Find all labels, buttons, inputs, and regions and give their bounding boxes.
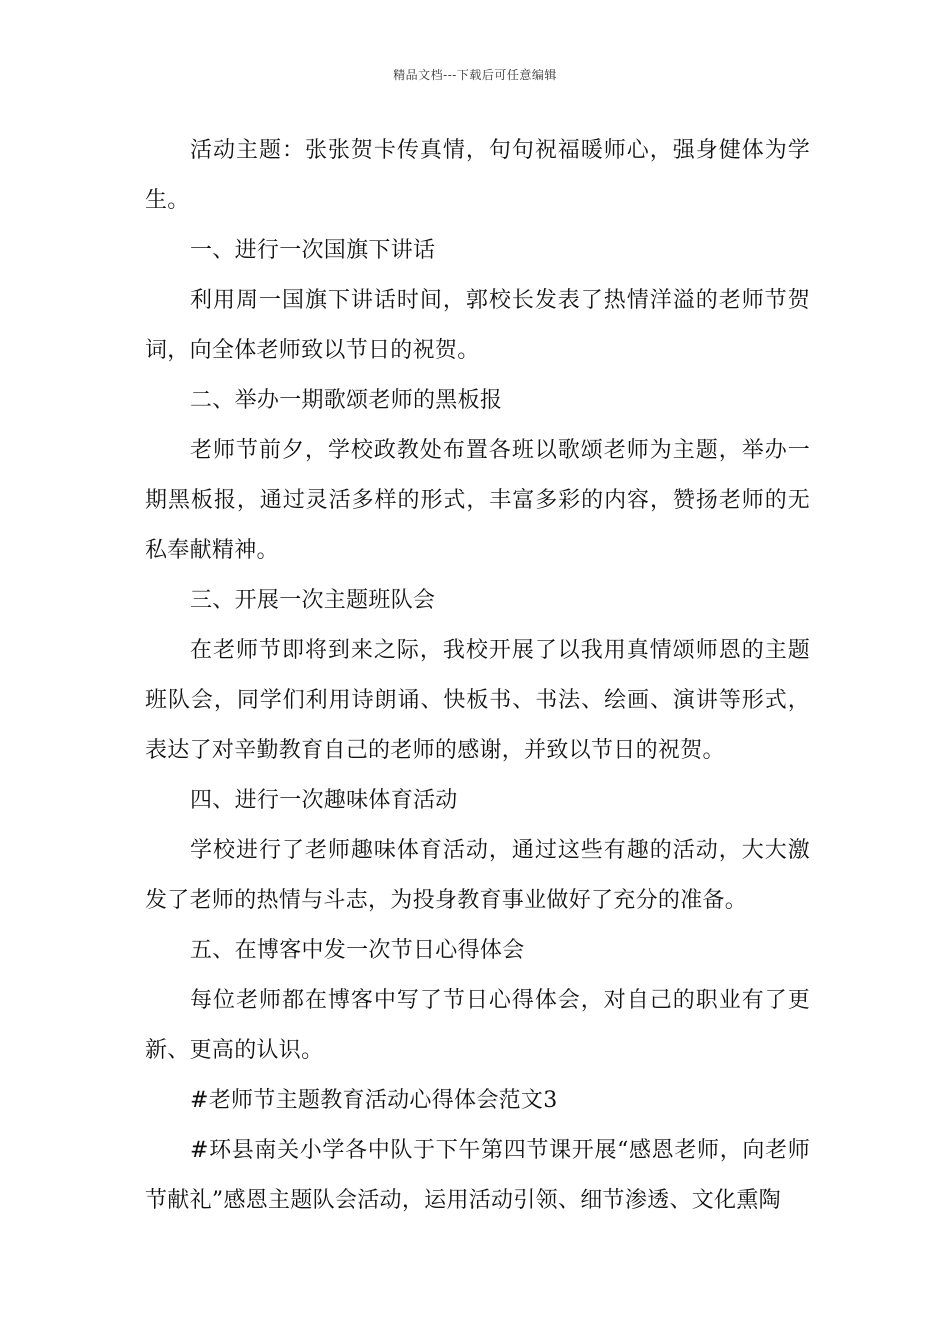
body-paragraph: 学校进行了老师趣味体育活动，通过这些有趣的活动，大大激发了老师的热情与斗志，为投身教育事业做好了充分的准备。 bbox=[145, 838, 810, 913]
section-heading: 三、开展一次主题班队会 bbox=[190, 588, 436, 613]
body-paragraph: 利用周一国旗下讲话时间，郭校长发表了热情洋溢的老师节贺词，向全体老师致以节日的祝贺。 bbox=[145, 288, 810, 363]
section-heading: 一、进行一次国旗下讲话 bbox=[190, 238, 436, 263]
section-heading: #老师节主题教育活动心得体会范文3 bbox=[190, 1088, 558, 1113]
document-body bbox=[145, 126, 810, 1226]
body-paragraph: 老师节前夕，学校政教处布置各班以歌颂老师为主题，举办一期黑板报，通过灵活多样的形式，丰富多彩的内容，赞扬老师的无私奉献精神。 bbox=[145, 438, 810, 563]
section-heading: 四、进行一次趣味体育活动 bbox=[190, 788, 458, 813]
body-paragraph: 每位老师都在博客中写了节日心得体会，对自己的职业有了更新、更高的认识。 bbox=[145, 988, 810, 1063]
section-heading: 五、在博客中发一次节日心得体会 bbox=[190, 938, 525, 963]
body-paragraph: 活动主题：张张贺卡传真情，句句祝福暖师心，强身健体为学生。 bbox=[145, 138, 810, 213]
section-heading: 二、举办一期歌颂老师的黑板报 bbox=[190, 388, 503, 413]
body-paragraph: 在老师节即将到来之际，我校开展了以我用真情颂师恩的主题班队会，同学们利用诗朗诵、快板书、书法、绘画、演讲等形式，表达了对辛勤教育自己的老师的感谢，并致以节日的祝贺。 bbox=[145, 638, 810, 763]
page-header: 精品文档---下载后可任意编辑 bbox=[393, 68, 557, 82]
body-paragraph: #环县南关小学各中队于下午第四节课开展“感恩老师，向老师节献礼”感恩主题队会活动，运用活动引领、细节渗透、文化熏陶 bbox=[145, 1138, 810, 1213]
